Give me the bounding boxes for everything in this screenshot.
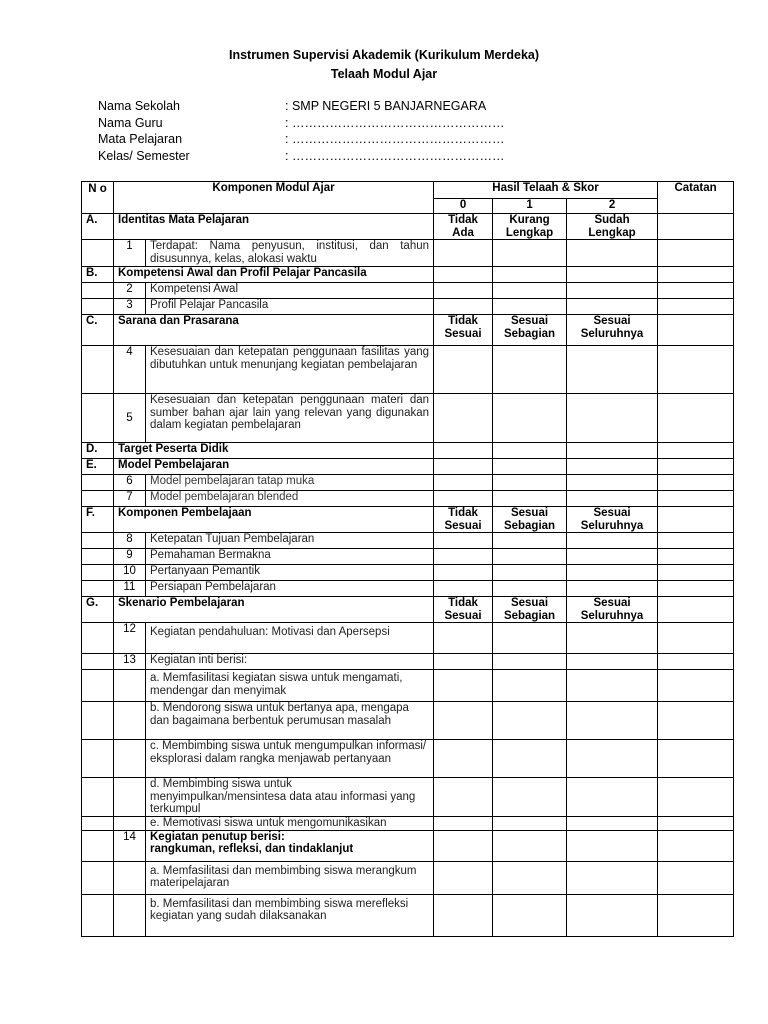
header-catatan: Catatan bbox=[658, 182, 734, 214]
section-code: B. bbox=[82, 267, 114, 283]
score-cell[interactable] bbox=[567, 778, 658, 817]
info-value: : …………………………………………… bbox=[285, 132, 505, 146]
item-no: 8 bbox=[114, 533, 146, 549]
section-row-b bbox=[82, 267, 734, 283]
section-title: Model Pembelajaran bbox=[114, 459, 434, 475]
table-row bbox=[82, 475, 734, 491]
scale-label: Tidak Sesuai bbox=[434, 507, 493, 533]
score-cell[interactable] bbox=[434, 283, 493, 299]
section-row-f bbox=[82, 507, 734, 533]
item-text: Model pembelajaran tatap muka bbox=[146, 475, 434, 491]
info-label: Kelas/ Semester bbox=[98, 148, 190, 163]
catatan-cell[interactable] bbox=[658, 670, 734, 702]
section-row-g bbox=[82, 597, 734, 623]
catatan-cell[interactable] bbox=[658, 240, 734, 267]
info-label: Nama Guru bbox=[98, 115, 163, 130]
table-row bbox=[82, 240, 734, 267]
item-text: Kegiatan pendahuluan: Motivasi dan Apersepsi bbox=[146, 623, 434, 654]
info-label: Nama Sekolah bbox=[98, 99, 180, 113]
item-text: Kompetensi Awal bbox=[146, 283, 434, 299]
section-code: D. bbox=[82, 443, 114, 459]
info-row-kelas bbox=[98, 148, 504, 165]
score-cell[interactable] bbox=[434, 654, 493, 670]
score-cell[interactable] bbox=[434, 443, 493, 459]
scale-label: Sesuai Sebagian bbox=[493, 507, 567, 533]
score-cell[interactable] bbox=[493, 816, 567, 830]
catatan-cell[interactable] bbox=[658, 475, 734, 491]
item-text: Pemahaman Bermakna bbox=[146, 549, 434, 565]
section-title: Skenario Pembelajaran bbox=[114, 597, 434, 623]
item-no: 12 bbox=[114, 623, 146, 654]
score-0: 0 bbox=[434, 199, 493, 214]
catatan-cell[interactable] bbox=[658, 565, 734, 581]
score-cell[interactable] bbox=[434, 894, 493, 936]
score-cell[interactable] bbox=[567, 394, 658, 443]
score-cell[interactable] bbox=[434, 549, 493, 565]
scale-label: Kurang Lengkap bbox=[493, 214, 567, 240]
score-cell[interactable] bbox=[567, 533, 658, 549]
scale-label: Tidak Ada bbox=[434, 214, 493, 240]
score-cell[interactable] bbox=[567, 491, 658, 507]
header-komponen: Komponen Modul Ajar bbox=[114, 182, 434, 214]
item-text-line: rangkuman, refleksi, dan tindaklanjut bbox=[150, 843, 354, 855]
catatan-cell[interactable] bbox=[658, 702, 734, 740]
score-cell[interactable] bbox=[567, 443, 658, 459]
item-text: Ketepatan Tujuan Pembelajaran bbox=[146, 533, 434, 549]
score-cell[interactable] bbox=[434, 740, 493, 778]
item-text: Terdapat: Nama penyusun, institusi, dan tahun disusunnya, kelas, alokasi waktu bbox=[146, 240, 434, 267]
score-cell[interactable] bbox=[434, 491, 493, 507]
table-row bbox=[82, 581, 734, 597]
item-text: Persiapan Pembelajaran bbox=[146, 581, 434, 597]
catatan-cell[interactable] bbox=[658, 623, 734, 654]
item-no: 14 bbox=[114, 830, 146, 861]
catatan-cell[interactable] bbox=[658, 346, 734, 394]
scale-label: Sesuai Sebagian bbox=[493, 597, 567, 623]
catatan-cell[interactable] bbox=[658, 816, 734, 830]
section-row-e bbox=[82, 459, 734, 475]
section-title: Sarana dan Prasarana bbox=[114, 315, 434, 346]
score-cell[interactable] bbox=[493, 623, 567, 654]
score-cell[interactable] bbox=[434, 778, 493, 817]
header-hasil: Hasil Telaah & Skor bbox=[434, 182, 658, 199]
item-no: 1 bbox=[114, 240, 146, 267]
section-row-d bbox=[82, 443, 734, 459]
table-row bbox=[82, 346, 734, 394]
table-row bbox=[82, 670, 734, 702]
table-row bbox=[82, 549, 734, 565]
item-no: 9 bbox=[114, 549, 146, 565]
table-row bbox=[82, 623, 734, 654]
section-code: F. bbox=[82, 507, 114, 533]
catatan-cell[interactable] bbox=[658, 654, 734, 670]
item-text: Model pembelajaran blended bbox=[146, 491, 434, 507]
info-value: : …………………………………………… bbox=[285, 115, 505, 130]
score-cell[interactable] bbox=[567, 861, 658, 894]
score-cell[interactable] bbox=[493, 894, 567, 936]
item-no: 2 bbox=[114, 283, 146, 299]
table-row bbox=[82, 533, 734, 549]
table-row bbox=[82, 283, 734, 299]
scale-label: Sesuai Seluruhnya bbox=[567, 507, 658, 533]
item-no: 4 bbox=[114, 346, 146, 394]
catatan-cell[interactable] bbox=[658, 491, 734, 507]
table-row bbox=[82, 740, 734, 778]
table-row bbox=[82, 565, 734, 581]
score-cell[interactable] bbox=[567, 565, 658, 581]
score-cell[interactable] bbox=[493, 283, 567, 299]
score-cell[interactable] bbox=[567, 816, 658, 830]
catatan-cell[interactable] bbox=[658, 299, 734, 315]
item-text: Kesesuaian dan ketepatan penggunaan materi dan sumber bahan ajar lain yang relevan yang digunakan dalam kegiatan pembelajaran bbox=[146, 394, 434, 443]
score-2: 2 bbox=[567, 199, 658, 214]
score-cell[interactable] bbox=[567, 283, 658, 299]
document-title: Instrumen Supervisi Akademik (Kurikulum Merdeka) bbox=[228, 48, 540, 62]
table-row bbox=[82, 654, 734, 670]
section-title: Kompetensi Awal dan Profil Pelajar Pancasila bbox=[114, 267, 434, 283]
score-1: 1 bbox=[493, 199, 567, 214]
score-cell[interactable] bbox=[567, 670, 658, 702]
header-no: N o bbox=[82, 182, 114, 214]
table-row bbox=[82, 299, 734, 315]
catatan-cell[interactable] bbox=[658, 894, 734, 936]
score-cell[interactable] bbox=[493, 394, 567, 443]
score-cell[interactable] bbox=[434, 346, 493, 394]
section-code: A. bbox=[82, 214, 114, 240]
item-no: 10 bbox=[114, 565, 146, 581]
item-no: 3 bbox=[114, 299, 146, 315]
item-text: b. Mendorong siswa untuk bertanya apa, mengapa dan bagaimana berbentuk perumusan masalah bbox=[146, 702, 434, 740]
score-cell[interactable] bbox=[567, 475, 658, 491]
table-row bbox=[82, 861, 734, 894]
score-cell[interactable] bbox=[434, 702, 493, 740]
table-row bbox=[82, 491, 734, 507]
table-row bbox=[82, 778, 734, 817]
table-row bbox=[82, 394, 734, 443]
section-title: Komponen Pembelajaan bbox=[114, 507, 434, 533]
score-cell[interactable] bbox=[434, 394, 493, 443]
score-cell[interactable] bbox=[567, 830, 658, 861]
scale-label: Sesuai Seluruhnya bbox=[567, 315, 658, 346]
score-cell[interactable] bbox=[567, 549, 658, 565]
score-cell[interactable] bbox=[434, 816, 493, 830]
item-text: Pertanyaan Pemantik bbox=[146, 565, 434, 581]
score-cell[interactable] bbox=[493, 740, 567, 778]
score-cell[interactable] bbox=[434, 299, 493, 315]
score-cell[interactable] bbox=[567, 581, 658, 597]
catatan-cell[interactable] bbox=[658, 394, 734, 443]
catatan-cell[interactable] bbox=[658, 283, 734, 299]
catatan-cell[interactable] bbox=[658, 315, 734, 346]
score-cell[interactable] bbox=[493, 830, 567, 861]
item-text: Kegiatan inti berisi: bbox=[146, 654, 434, 670]
info-value: : …………………………………………… bbox=[285, 148, 505, 163]
document-subtitle: Telaah Modul Ajar bbox=[330, 67, 438, 81]
item-text: b. Memfasilitasi dan membimbing siswa merefleksi kegiatan yang sudah dilaksanakan bbox=[146, 894, 434, 936]
item-no: 6 bbox=[114, 475, 146, 491]
info-label: Mata Pelajaran bbox=[98, 132, 183, 146]
score-cell[interactable] bbox=[434, 581, 493, 597]
score-cell[interactable] bbox=[434, 670, 493, 702]
section-code: G. bbox=[82, 597, 114, 623]
catatan-cell[interactable] bbox=[658, 581, 734, 597]
catatan-cell[interactable] bbox=[658, 597, 734, 623]
scale-label: Sesuai Sebagian bbox=[493, 315, 567, 346]
scale-label: Tidak Sesuai bbox=[434, 597, 493, 623]
scale-label: Sudah Lengkap bbox=[567, 214, 658, 240]
score-cell[interactable] bbox=[567, 623, 658, 654]
item-no: 11 bbox=[114, 581, 146, 597]
table-header-row bbox=[82, 182, 734, 199]
catatan-cell[interactable] bbox=[658, 830, 734, 861]
section-row-a bbox=[82, 214, 734, 240]
score-cell[interactable] bbox=[493, 778, 567, 817]
catatan-cell[interactable] bbox=[658, 214, 734, 240]
score-cell[interactable] bbox=[493, 299, 567, 315]
score-cell[interactable] bbox=[567, 654, 658, 670]
scale-label: Sesuai Seluruhnya bbox=[567, 597, 658, 623]
catatan-cell[interactable] bbox=[658, 861, 734, 894]
catatan-cell[interactable] bbox=[658, 740, 734, 778]
score-cell[interactable] bbox=[434, 623, 493, 654]
catatan-cell[interactable] bbox=[658, 549, 734, 565]
item-text: a. Memfasilitasi kegiatan siswa untuk mengamati, mendengar dan menyimak bbox=[146, 670, 434, 702]
score-cell[interactable] bbox=[567, 299, 658, 315]
score-cell[interactable] bbox=[567, 240, 658, 267]
score-cell[interactable] bbox=[567, 702, 658, 740]
item-text: Profil Pelajar Pancasila bbox=[146, 299, 434, 315]
info-row-sekolah bbox=[98, 98, 504, 115]
table-row bbox=[82, 702, 734, 740]
info-value: : SMP NEGERI 5 BANJARNEGARA bbox=[285, 99, 487, 113]
score-cell[interactable] bbox=[493, 565, 567, 581]
scale-label: Tidak Sesuai bbox=[434, 315, 493, 346]
score-cell[interactable] bbox=[493, 346, 567, 394]
telaah-table bbox=[81, 181, 734, 937]
item-no: 7 bbox=[114, 491, 146, 507]
item-text: d. Membimbing siswa untuk menyimpulkan/mensintesa data atau informasi yang terkumpul bbox=[146, 778, 434, 817]
info-row-mapel bbox=[98, 131, 504, 148]
score-cell[interactable] bbox=[434, 240, 493, 267]
score-cell[interactable] bbox=[493, 654, 567, 670]
catatan-cell[interactable] bbox=[658, 443, 734, 459]
section-code: E. bbox=[82, 459, 114, 475]
catatan-cell[interactable] bbox=[658, 533, 734, 549]
table-row bbox=[82, 816, 734, 830]
catatan-cell[interactable] bbox=[658, 778, 734, 817]
section-title: Identitas Mata Pelajaran bbox=[114, 214, 434, 240]
score-cell[interactable] bbox=[493, 670, 567, 702]
score-cell[interactable] bbox=[434, 533, 493, 549]
item-text: Kesesuaian dan ketepatan penggunaan fasilitas yang dibutuhkan untuk menunjang kegiatan pembelajaran bbox=[146, 346, 434, 394]
score-cell[interactable] bbox=[493, 581, 567, 597]
info-row-guru bbox=[98, 115, 504, 132]
section-title: Target Peserta Didik bbox=[114, 443, 434, 459]
item-text bbox=[146, 830, 434, 861]
item-text-line: Kegiatan penutup berisi: bbox=[150, 830, 285, 843]
score-cell[interactable] bbox=[567, 894, 658, 936]
info-block bbox=[98, 98, 504, 164]
score-cell[interactable] bbox=[493, 702, 567, 740]
section-row-c bbox=[82, 315, 734, 346]
score-cell[interactable] bbox=[493, 491, 567, 507]
item-no: 13 bbox=[114, 654, 146, 670]
catatan-cell[interactable] bbox=[658, 507, 734, 533]
score-cell[interactable] bbox=[493, 443, 567, 459]
score-cell[interactable] bbox=[493, 475, 567, 491]
item-text: e. Memotivasi siswa untuk mengomunikasikan bbox=[146, 816, 434, 830]
score-cell[interactable] bbox=[567, 346, 658, 394]
score-cell[interactable] bbox=[493, 240, 567, 267]
table-row bbox=[82, 894, 734, 936]
item-text: c. Membimbing siswa untuk mengumpulkan informasi/ eksplorasi dalam rangka menjawab pertanyaan bbox=[146, 740, 434, 778]
score-cell[interactable] bbox=[434, 475, 493, 491]
score-cell[interactable] bbox=[434, 861, 493, 894]
table-row bbox=[82, 830, 734, 861]
item-no: 5 bbox=[114, 394, 146, 443]
score-cell[interactable] bbox=[567, 740, 658, 778]
score-cell[interactable] bbox=[493, 549, 567, 565]
score-cell[interactable] bbox=[493, 533, 567, 549]
score-cell[interactable] bbox=[434, 830, 493, 861]
score-cell[interactable] bbox=[493, 861, 567, 894]
score-cell[interactable] bbox=[434, 565, 493, 581]
item-text: a. Memfasilitasi dan membimbing siswa merangkum materipelajaran bbox=[146, 861, 434, 894]
section-code: C. bbox=[82, 315, 114, 346]
